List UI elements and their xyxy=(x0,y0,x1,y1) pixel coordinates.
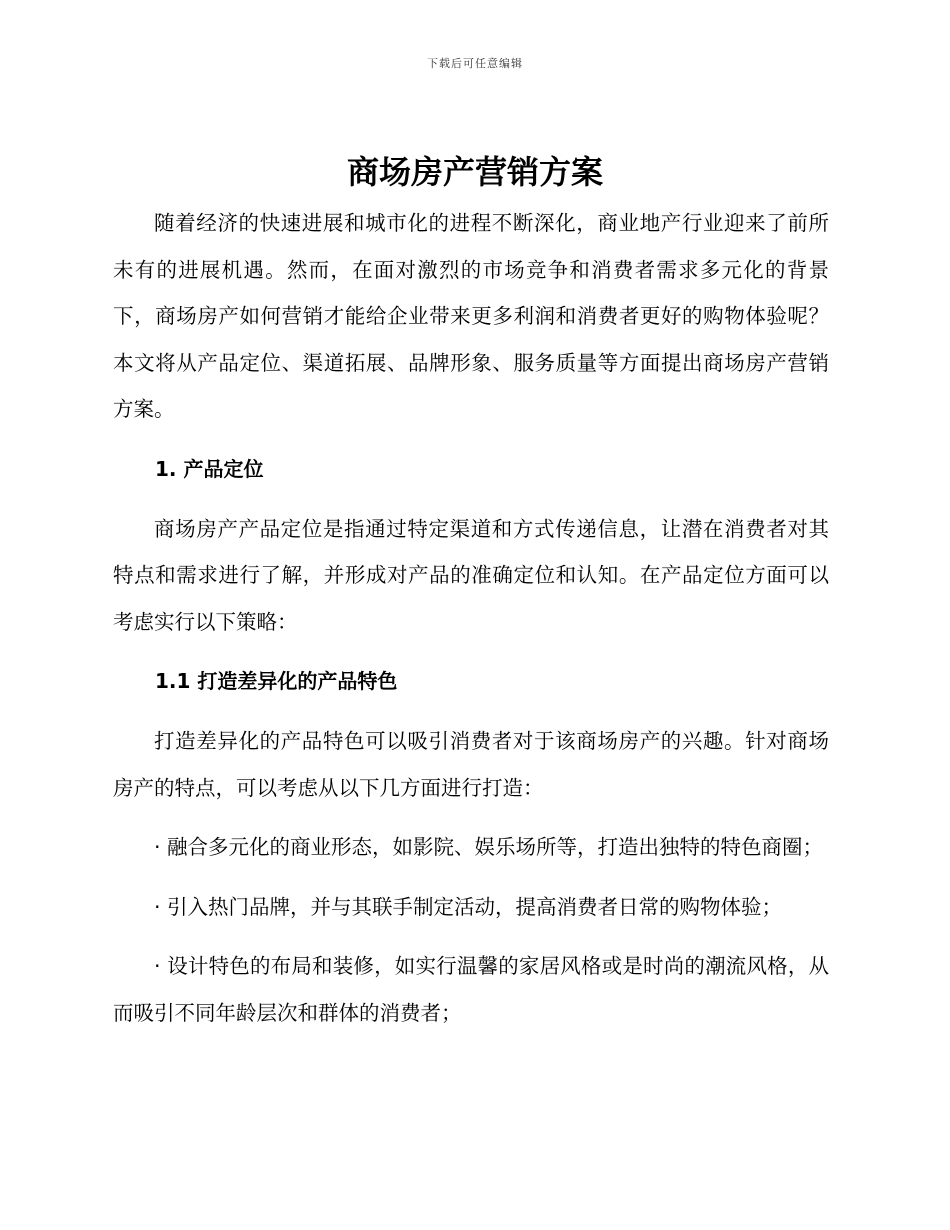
bullet-item: · 引入热门品牌，并与其联手制定活动，提高消费者日常的购物体验； xyxy=(154,894,783,919)
document-body xyxy=(113,200,829,1036)
subsection-heading-differentiation: 1.1 打造差异化的产品特色 xyxy=(155,669,398,693)
section-paragraph-product-positioning: 商场房产产品定位是指通过特定渠道和方式传递信息，让潜在消费者对其特点和需求进行了解，并形成对产品的准确定位和认知。在产品定位方面可以考虑实行以下策略： xyxy=(113,516,829,634)
section-heading-product-positioning: 1. 产品定位 xyxy=(155,456,264,481)
bullet-item: · 融合多元化的商业形态，如影院、娱乐场所等，打造出独特的特色商圈； xyxy=(154,835,824,859)
intro-paragraph: 随着经济的快速进展和城市化的进程不断深化，商业地产行业迎来了前所未有的进展机遇。然而，在面对激烈的市场竞争和消费者需求多元化的背景下，商场房产如何营销才能给企业带来更多利润和消费者更好的购物体验呢？本文将从产品定位、渠道拓展、品牌形象、服务质量等方面提出商场房产营销方案。 xyxy=(113,211,829,421)
subsection-paragraph-differentiation: 打造差异化的产品特色可以吸引消费者对于该商场房产的兴趣。针对商场房产的特点，可以考虑从以下几方面进行打造： xyxy=(113,729,829,800)
document-title: 商场房产营销方案 xyxy=(346,153,603,191)
header-note: 下载后可任意编辑 xyxy=(427,57,523,70)
bullet-item: · 设计特色的布局和装修，如实行温馨的家居风格或是时尚的潮流风格，从而吸引不同年龄层次和群体的消费者； xyxy=(113,954,829,1025)
